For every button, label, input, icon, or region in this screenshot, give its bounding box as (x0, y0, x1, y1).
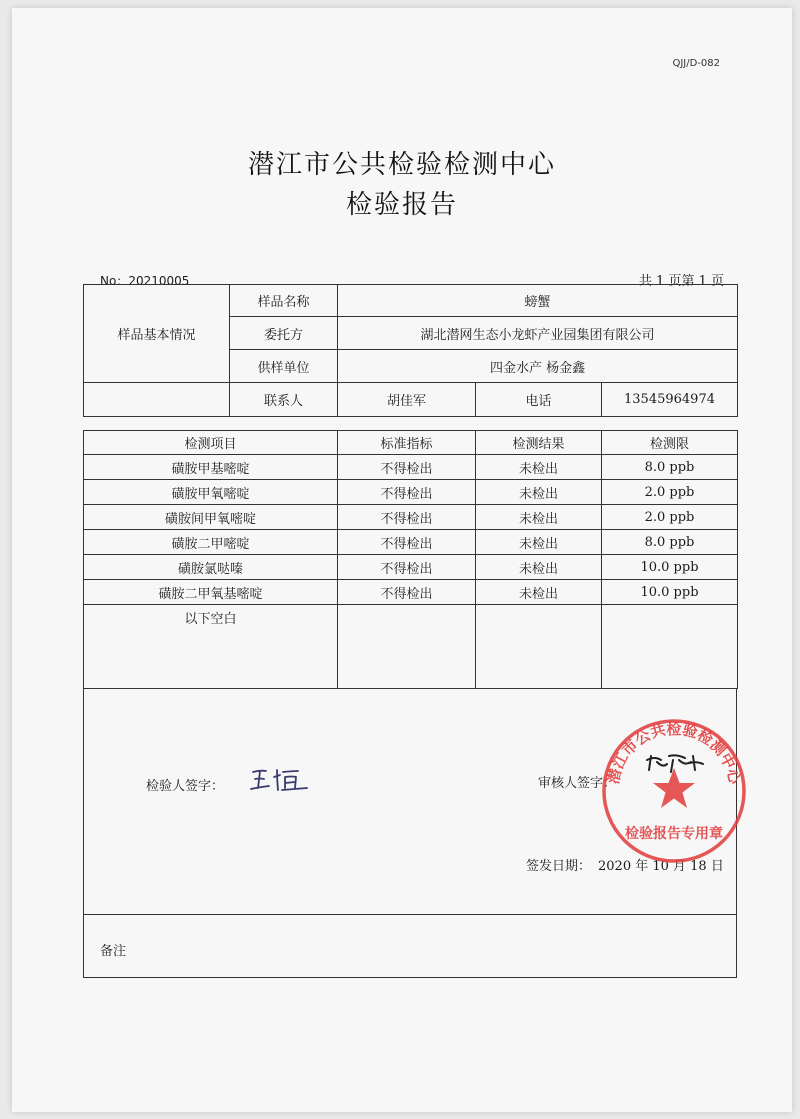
header-item: 检测项目 (84, 431, 338, 455)
client-value: 湖北潜网生态小龙虾产业园集团有限公司 (338, 317, 738, 350)
table-row (84, 505, 738, 530)
detection-limit: 2.0 ppb (602, 505, 738, 530)
standard-value: 不得检出 (338, 530, 476, 555)
standard-value: 不得检出 (338, 480, 476, 505)
header-standard: 标准指标 (338, 431, 476, 455)
standard-value: 不得检出 (338, 555, 476, 580)
test-item: 磺胺二甲嘧啶 (84, 530, 338, 555)
seal-top-text: 潜江市公共检验检测中心 (604, 719, 744, 786)
test-result: 未检出 (476, 505, 602, 530)
sample-name-value: 螃蟹 (338, 285, 738, 317)
test-item: 磺胺二甲氧基嘧啶 (84, 580, 338, 605)
contact-name: 胡佳军 (338, 383, 476, 417)
test-item: 磺胺氯哒嗪 (84, 555, 338, 580)
phone-value: 13545964974 (602, 383, 738, 417)
client-label: 委托方 (230, 317, 338, 350)
table-row (84, 555, 738, 580)
test-result: 未检出 (476, 530, 602, 555)
blank-cell (602, 605, 738, 689)
test-item: 磺胺甲基嘧啶 (84, 455, 338, 480)
seal-bottom-text: 检验报告专用章 (625, 826, 723, 842)
seal-star-icon (653, 768, 695, 808)
report-title: 检验报告 (345, 190, 458, 220)
sample-info-section-label: 样品基本情况 (84, 285, 230, 383)
detection-limit: 2.0 ppb (602, 480, 738, 505)
issue-date: 2020 年 10 月 18 日 (598, 859, 724, 874)
center-name-title: 潜江市公共检验检测中心 (247, 150, 556, 180)
table-row (84, 530, 738, 555)
detection-limit: 10.0 ppb (602, 555, 738, 580)
issue-date-label: 签发日期： (526, 859, 592, 874)
test-result: 未检出 (476, 480, 602, 505)
remarks-label: 备注 (100, 944, 127, 959)
sample-info-table (83, 284, 738, 417)
supplier-value: 四金水产 杨金鑫 (338, 350, 738, 383)
official-seal-image (599, 716, 749, 866)
blank-cell (476, 605, 602, 689)
standard-value: 不得检出 (338, 455, 476, 480)
test-result: 未检出 (476, 455, 602, 480)
table-row (84, 455, 738, 480)
table-row (84, 480, 738, 505)
reviewer-label: 审核人签字： (538, 776, 617, 791)
signature-block (83, 688, 744, 978)
document-code: QJJ/D-082 (672, 58, 720, 69)
test-item: 磺胺间甲氧嘧啶 (84, 505, 338, 530)
standard-value: 不得检出 (338, 505, 476, 530)
blank-cell (338, 605, 476, 689)
results-header-row (84, 431, 738, 455)
phone-label: 电话 (476, 383, 602, 417)
supplier-label: 供样单位 (230, 350, 338, 383)
table-row (84, 580, 738, 605)
blank-row (84, 605, 738, 689)
reviewer-signature-image (647, 755, 703, 772)
standard-value: 不得检出 (338, 580, 476, 605)
sample-name-label: 样品名称 (230, 285, 338, 317)
test-result: 未检出 (476, 580, 602, 605)
inspector-signature-image (249, 766, 313, 794)
header-limit: 检测限 (602, 431, 738, 455)
inspector-label: 检验人签字： (146, 779, 225, 794)
test-result: 未检出 (476, 555, 602, 580)
detection-limit: 8.0 ppb (602, 530, 738, 555)
detection-limit: 8.0 ppb (602, 455, 738, 480)
contact-label: 联系人 (230, 383, 338, 417)
test-item: 磺胺甲氧嘧啶 (84, 480, 338, 505)
header-result: 检测结果 (476, 431, 602, 455)
report-number: No：20210005 (100, 274, 190, 288)
sample-info-spacer (84, 383, 230, 417)
detection-limit: 10.0 ppb (602, 580, 738, 605)
blank-note: 以下空白 (84, 605, 338, 689)
results-table (83, 430, 738, 689)
page-info: 共 1 页第 1 页 (638, 274, 724, 289)
remarks-divider (84, 914, 736, 915)
